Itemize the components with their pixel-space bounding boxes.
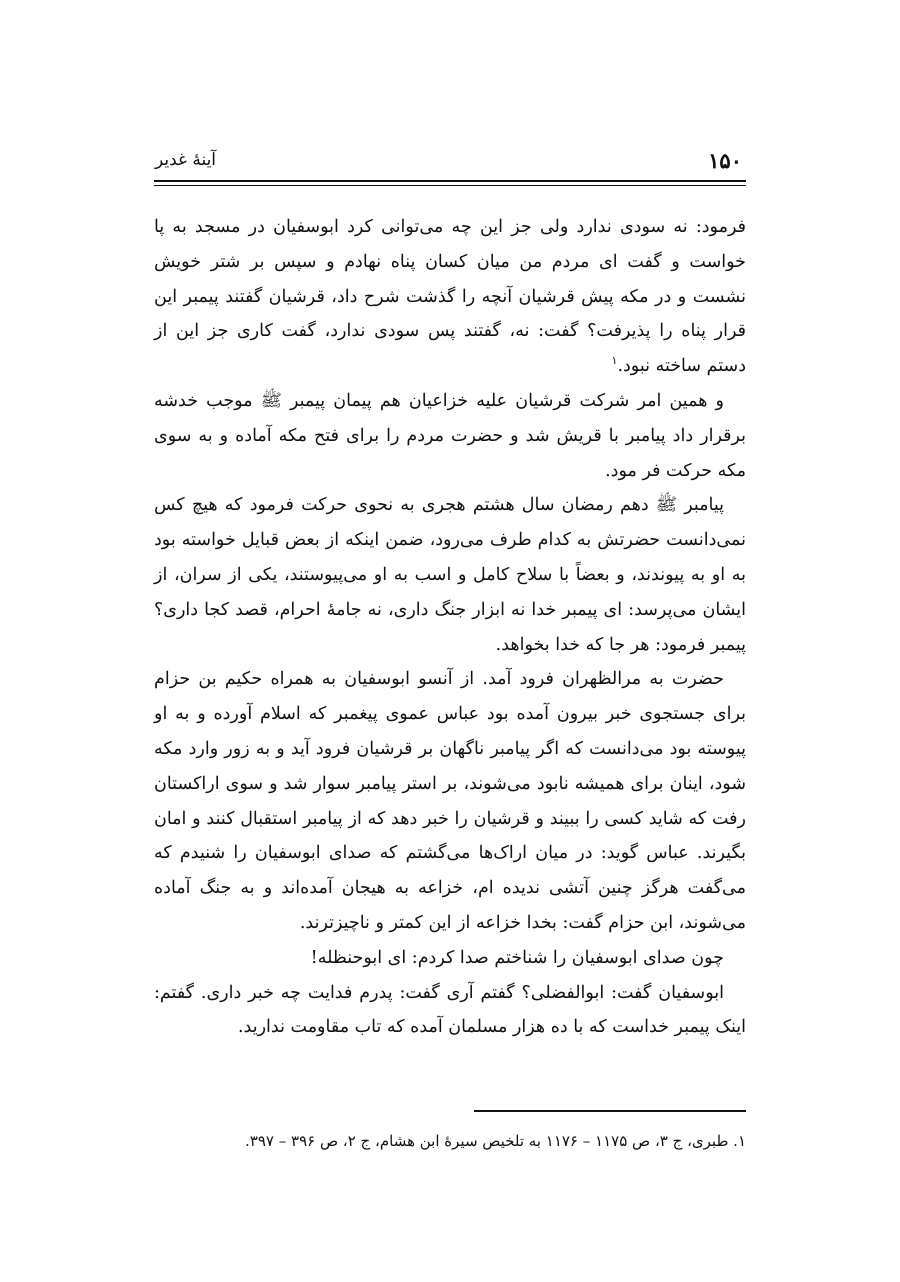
- footnote-reference: ۱: [611, 354, 618, 368]
- paragraph: حضرت به مرالظهران فرود آمد. از آنسو ابوسفیان به همراه حکیم بن حزام برای جستجوی خبر بیرون آمده بود عباس عموی پیغمبر که اسلام آورده و به او پیوسته بود می‌دانست که اگر پیامبر ناگهان بر قرشیان فرود آید و به زور وارد مکه شود، اینان برای همیشه نابود می‌شوند، بر استر پیامبر سوار شد و سوی اراکستان رفت که شاید کسی را ببیند و قرشیان را خبر دهد که از پیامبر استقبال کنند و امان بگیرند. عباس گوید: در میان اراک‌ها می‌گشتم که صدای ابوسفیان را شنیدم که می‌گفت هرگز چنین آتشی ندیده ام، خزاعه به هیجان آمده‌اند و به جنگ آماده می‌شوند، ابن حزام گفت: بخدا خزاعه از این کمتر و ناچیزترند.: [154, 669, 746, 933]
- running-title: آینهٔ غدیر: [155, 150, 217, 170]
- header-rule-thin: [154, 185, 746, 186]
- paragraph: پیامبر ﷺ دهم رمضان سال هشتم هجری به نحوی حرکت فرمود که هیچ کس نمی‌دانست حضرتش به کدام طرف می‌رود، ضمن اینکه از بعض قبایل خواسته بود به او به پیوندند، و بعضاً با سلاح کامل و اسب به او می‌پیوستند، یکی از سران، از ایشان می‌پرسد: ای پیمبر خدا نه ابزار جنگ داری، نه جامهٔ احرام، قصد کجا داری؟ پیمبر فرمود: هر جا که خدا بخواهد.: [154, 495, 746, 655]
- paragraph: ابوسفیان گفت: ابوالفضلی؟ گفتم آری گفت: پدرم فدایت چه خبر داری. گفتم: اینک پیمبر خداست که با ده هزار مسلمان آمده که تاب مقاومت ندارید.: [154, 982, 746, 1038]
- header-rule: [154, 180, 746, 182]
- paragraph: [154, 210, 746, 384]
- body-text: [154, 210, 746, 1045]
- paragraph-text: فرمود: نه سودی ندارد ولی جز این چه می‌توانی کرد ابوسفیان در مسجد به پا خواست و گفت ای مردم من میان کسان پناه نهادم و سپس بر شتر خویش نشست و در مکه پیش قرشیان آنچه را گذشت شرح داد، قرشیان گفتند پیمبر این قرار پناه را پذیرفت؟ گفت: نه، گفتند پس سودی ندارد، گفت کاری جز این از دستم ساخته نبود.: [154, 217, 746, 377]
- paragraph: و همین امر شرکت قرشیان علیه خزاعیان هم پیمان پیمبر ﷺ موجب خدشه برقرار داد پیامبر با قریش شد و حضرت مردم را برای فتح مکه آماده و به سوی مکه حرکت فر مود.: [154, 390, 746, 481]
- paragraph: چون صدای ابوسفیان را شناختم صدا کردم: ای ابوحنظله!: [310, 947, 724, 968]
- footnote: ۱. طبری، ج ۳، ص ۱۱۷۵ – ۱۱۷۶ به تلخیص سیرهٔ ابن هشام، ج ۲، ص ۳۹۶ – ۳۹۷.: [245, 1132, 746, 1150]
- footnote-rule: [474, 1110, 746, 1112]
- page-number: ۱۵۰: [708, 148, 742, 173]
